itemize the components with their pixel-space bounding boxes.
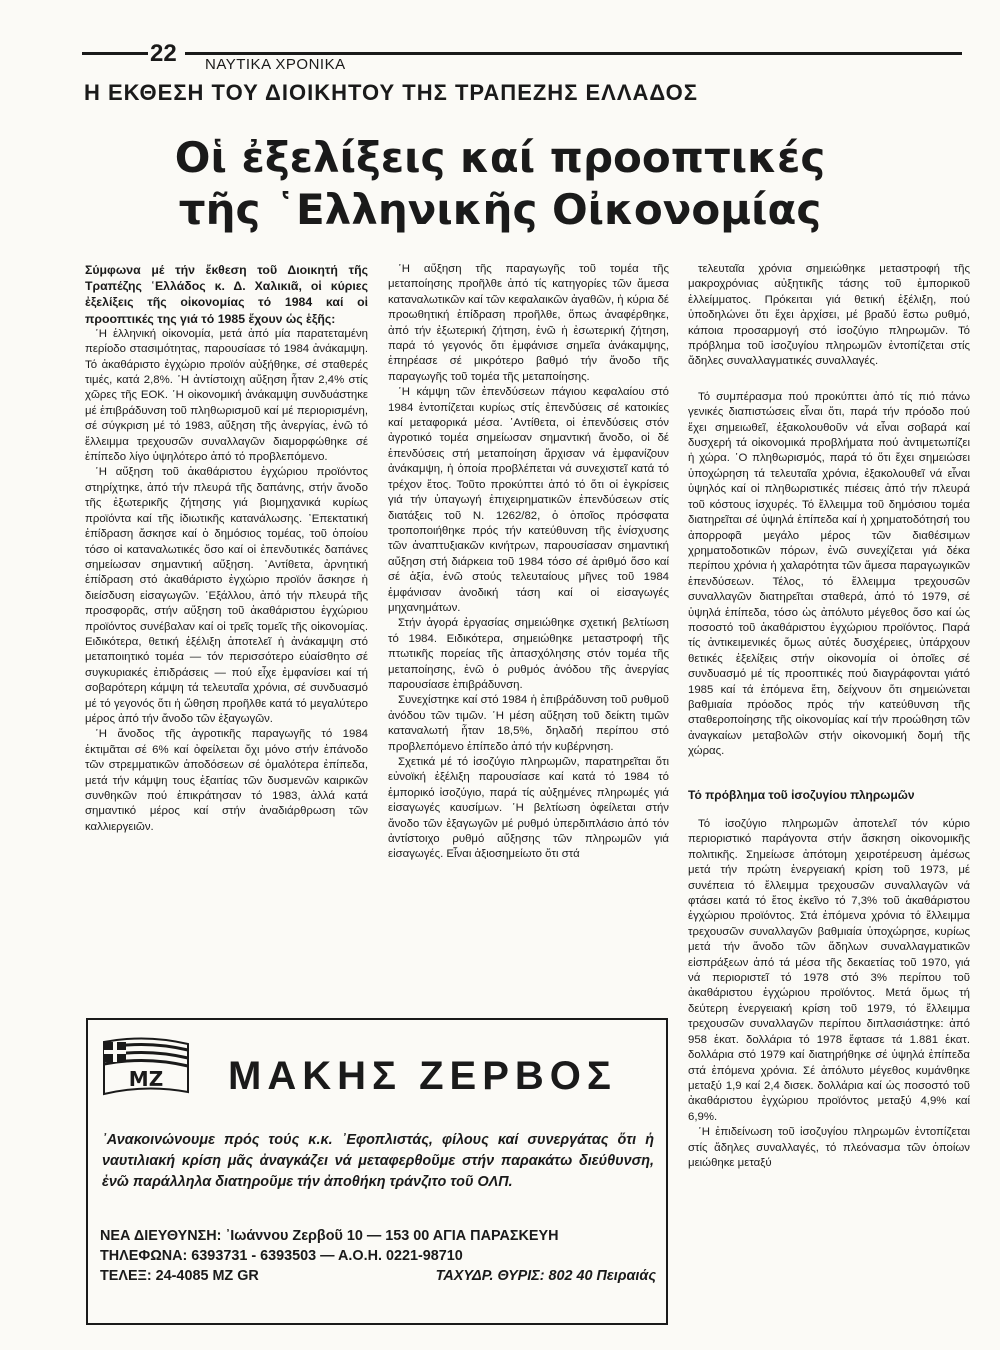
announcement-text: ᾿Ανακοινώνουμε πρός τούς κ.κ. ᾿Εφοπλιστάς, φίλους καί συνεργάτας ὅτι ἡ ναυτιλιακή κρίση μᾶς ἀναγκάζει νά μεταφερθοῦμε στήν παρακάτω διεύθυνση, ἐνῶ παράλληλα διατηροῦμε τήν ἀποθήκη τράνζιτο τοῦ ΟΛΠ. xyxy=(102,1132,654,1190)
column-3 xyxy=(688,262,970,1171)
column-2 xyxy=(388,262,669,863)
paragraph: ῾Η ἐπιδείνωση τοῦ ἰσοζυγίου πληρωμῶν ἐντοπίζεται στίς ἄδηλες συναλλαγές, τό πλεόνασμα τῶν ὁποίων μειώθηκε μεταξύ xyxy=(688,1126,970,1169)
advertisement-box xyxy=(86,1018,668,1325)
subheading: Τό πρόβλημα τοῦ ἰσοζυγίου πληρωμῶν xyxy=(688,787,915,802)
telex-line: ΤΕΛΕΞ: 24-4085 ΜΖ GR xyxy=(100,1268,259,1284)
greek-flag-logo xyxy=(100,1034,192,1100)
magazine-name: ΝΑΥΤΙΚΑ ΧΡΟΝΙΚΑ xyxy=(205,56,346,73)
paragraph: ῾Η αὔξηση τῆς παραγωγῆς τοῦ τομέα τῆς μεταποίησης προῆλθε ἀπό τίς κατηγορίες τῶν ἄμεσα καταναλωτικῶν καί τῶν κεφαλαικῶν ἀγαθῶν, ἡ κύρια δέ προωθητική ἐπίδραση προῆλθε, ὅπως ἀναφέρθηκε, ἀπό τήν ἐξωτερική ζήτηση, ἐνῶ ἡ ἐσωτερική ζήτηση, παρά τό γεγονός ὅτι ἐμφάνισε σημεῖα ἀνάκαμψης, ἐπηρέασε σέ μικρότερο βαθμό τήν ἄνοδο τῆς παραγωγῆς τοῦ τομέα τῆς μεταποίησης. xyxy=(388,263,669,383)
paragraph: Σχετικά μέ τό ἰσοζύγιο πληρωμῶν, παρατηρεῖται ὅτι εὐνοϊκή ἐξέλιξη παρουσίασε καί κατά τό 1984 τό ἐμπορικό ἰσοζύγιο, παρά τίς αὐξημένες πληρωμές γιά εἰσαγωγές καυσίμων. ῾Η βελτίωση ὀφείλεται στήν ἄνοδο τῶν ἐξαγωγῶν μέ ρυθμό ὑπερδιπλάσιο ἀπό τόν ἀντίστοιχο ρυθμό αὔξησης τῶν πληρωμῶν γιά εἰσαγωγές. Εἶναι ἀξιοσημείωτο ὅτι στά xyxy=(388,756,669,861)
paragraph: ῾Η ἑλληνική οἰκονομία, μετά ἀπό μία παρατεταμένη περίοδο στασιμότητας, παρουσίασε τό 1984 ἀνάκαμψη. Τό ἀκαθάριστο ἐγχώριο προϊόν αὐξήθηκε, σέ σταθερές τιμές, κατά 2,8%. ῾Η ἀντίστοιχη αὔξηση ἦταν 2,4% στίς χῶρες τῆς ΕΟΚ. ῾Η οἰκονομική ἀνάκαμψη συνδυάστηκε μέ ἐπιβράδυνση τοῦ πληθωρισμοῦ καί μέ περιορισμένη, σέ σύγκριση μέ τό 1983, αὔξηση τῆς ἀνεργίας, ἐνῶ τό ἔλλειμμα τρεχουσῶν συναλλαγῶν διαμορφώθηκε σέ ἐπίπεδο λίγο ὑψηλότερο ἀπό τό προβλεπόμενο. xyxy=(85,327,368,464)
header-rule xyxy=(82,52,962,55)
column-1 xyxy=(85,262,368,835)
article-title xyxy=(0,132,1000,236)
paragraph: ῾Η κάμψη τῶν ἐπενδύσεων πάγιου κεφαλαίου στό 1984 ἐντοπίζεται κυρίως στίς ἐπενδύσεις σέ κατοικίες καί μεταφορικά μέσα. ᾿Αντίθετα, οἱ ἐπενδύσεις στόν ἀγροτικό τομέα σημείωσαν σημαντική ἄνοδο, οἱ δέ ἐπενδύσεις στή μεταποίηση ἄρχισαν νά ἐμφανίζουν ἀνάκαμψη, ἡ ὁποία προβλέπεται νά συνεχιστεῖ κατά τό τρέχον ἔτος. Τοῦτο προκύπτει ἀπό τό ὅτι οἱ ἐγκρίσεις γιά τήν ὑπαγωγή ἐπιχειρηματικῶν ἐπενδύσεων στίς διατάξεις τοῦ Ν. 1262/82, ὁ ὁποῖος πρόσφατα τροποποιήθηκε πρός τήν κατεύθυνση τῆς ἐνίσχυσης τῶν ἀναπτυξιακῶν κινήτρων, παρουσίασαν σημαντική αὔξηση στή διάρκεια τοῦ 1984 τόσο σέ ἀριθμό ὅσο καί σέ ἀξία, ἐνῶ στούς τελευταίους μῆνες τοῦ 1984 ἐμφάνισαν ἀνοδική τάση καί οἱ εἰσαγωγές μηχανημάτων. xyxy=(388,386,669,614)
paragraph: Τό ἰσοζύγιο πληρωμῶν ἀποτελεῖ τόν κύριο περιοριστικό παράγοντα στήν ἄσκηση οἰκονομικῆς πολιτικῆς. Σημείωσε ἀπότομη χειροτέρευση ἀμέσως μετά τήν πρώτη ἐνεργειακή κρίση τοῦ 1973, μέ συνέπεια τό ἔλλειμμα τρεχουσῶν συναλλαγῶν νά φτάσει κατά τό ἔτος ἐκεῖνο τό 7,3% τοῦ ἀκαθάριστου ἐγχώριου προϊόντος. Στά ἑπόμενα χρόνια τό ἔλλειμμα τρεχουσῶν συναλλαγῶν βαθμιαία ὑποχώρησε, κυρίως μετά τήν ἄνοδο τῶν ἄδηλων συναλλαγματικῶν εἰσπράξεων ἀπό τά μέσα τῆς δεκαετίας τοῦ 1970, γιά νά περιοριστεῖ τό 1978 στό 3% περίπου τοῦ ἀκαθάριστου ἐγχώριου προϊόντος. Μετά ὅμως τή δεύτερη ἐνεργειακή κρίση τοῦ 1979, τό ἔλλειμμα τρεχουσῶν συναλλαγῶν περίπου διπλασιάστηκε: ἀπό 958 ἑκατ. δολλάρια τό 1978 ἔφτασε τά 1.881 ἑκατ. δολλάρια στό 1979 καί διατηρήθηκε σέ ὑψηλά ἐπίπεδα στά ἑπόμενα χρόνια. Σέ ἀπόλυτο μέγεθος κυμάνθηκε μεταξύ 1,9 καί 2,4 δισεκ. δολλάρια καί ὡς ποσοστό τοῦ ἀκαθάριστου ἐγχώριου προϊόντος μεταξύ 4,9% καί 6,9%. xyxy=(688,818,970,1123)
company-name: ΜΑΚΗΣ ΖΕΡΒΟΣ xyxy=(228,1054,617,1098)
title-line-2: τῆς ῾Ελληνικῆς Οἰκονομίας xyxy=(178,185,822,234)
paragraph: ῾Η ἄνοδος τῆς ἀγροτικῆς παραγωγῆς τό 1984 ἐκτιμᾶται σέ 6% καί ὀφείλεται ὄχι μόνο στήν ἐπάνοδο τῶν στρεμματικῶν ἀποδόσεων σέ ὁμαλότερα ἐπίπεδα, μετά τήν κάμψη τους ἐξαιτίας τῶν δυσμενῶν καιρικῶν συνθηκῶν πού ἐπικράτησαν τό 1983, ἀλλά κατά σημαντικό μέρος καί στήν ἀναδιάρθρωση τῶν καλλιεργειῶν. xyxy=(85,728,368,833)
article-intro: Σύμφωνα μέ τήν ἔκθεση τοῦ Διοικητή τῆς Τραπέζης ῾Ελλάδος κ. Δ. Χαλικιᾶ, οἱ κύριες ἐξελίξεις τῆς οἰκονομίας τό 1984 καί οἱ προοπτικές της γιά τό 1985 ἔχουν ὡς ἑξῆς: xyxy=(85,263,368,326)
telex-row xyxy=(100,1266,656,1286)
paragraph: τελευταῖα χρόνια σημειώθηκε μεταστροφή τῆς μακροχρόνιας αὐξητικῆς τάσης τοῦ ἐμπορικοῦ ἐλλείμματος. Πρόκειται γιά θετική ἐξέλιξη, πού ὑποδηλώνει ὅτι ἔχει ἀρχίσει, μέ βραδύ ἔστω ρυθμό, κάποια προσαρμογή στό ἰσοζύγιο πληρωμῶν. Τό πρόβλημα τοῦ ἰσοζυγίου πληρωμῶν ἐντοπίζεται στίς ἄδηλες συναλλαγματικές συναλλαγές. xyxy=(688,263,970,368)
page-number: 22 xyxy=(148,40,185,68)
po-box-line: ΤΑΧΥΔΡ. ΘΥΡΙΣ: 802 40 Πειραιάς xyxy=(435,1268,656,1284)
contact-block xyxy=(100,1226,656,1286)
flag-monogram: ΜΖ xyxy=(128,1067,164,1091)
phones-line: ΤΗΛΕΦΩΝΑ: 6393731 - 6393503 — Α.Ο.Η. 0221-98710 xyxy=(100,1248,463,1264)
address-line: ΝΕΑ ΔΙΕΥΘΥΝΣΗ: ᾿Ιωάννου Ζερβοῦ 10 — 153 00 ΑΓΙΑ ΠΑΡΑΣΚΕΥΗ xyxy=(100,1228,559,1244)
paragraph: Συνεχίστηκε καί στό 1984 ἡ ἐπιβράδυνση τοῦ ρυθμοῦ ἀνόδου τῶν τιμῶν. ῾Η μέση αὔξηση τοῦ δείκτη τιμῶν καταναλωτή ἦταν 18,5%, δηλαδή περίπου στό προβλεπόμενο ἐπίπεδο ἀπό τήν κυβέρνηση. xyxy=(388,694,669,753)
paragraph: Τό συμπέρασμα πού προκύπτει ἀπό τίς πιό πάνω γενικές διαπιστώσεις εἶναι ὅτι, παρά τήν πρόοδο πού ἔχει σημειωθεῖ, ἐξακολουθοῦν νά εἶναι σοβαρά καί δυσχερή τά οἰκονομικά προβλήματα πού ἀντιμετωπίζει ἡ χώρα. ᾿Ο πληθωρισμός, παρά τό ὅτι ἔχει σημειώσει ὑποχώρηση τά τελευταῖα χρόνια, ἐξακολουθεῖ νά εἶναι ὑψηλός καί οἱ πληθωριστικές πιέσεις ἀπό τήν πλευρά τοῦ κόστους ἰσχυρές. Τό ἔλλειμμα τοῦ δημόσιου τομέα διατηρεῖται σέ ὑψηλά ἐπίπεδα καί ἡ χρηματοδότησή του ἀπορροφᾶ μεγάλο μέρος τῶν διαθέσιμων χρηματοδοτικῶν πόρων, ἐνῶ συνεχίζεται γιά δέκα περίπου χρόνια ἡ χαλαρότητα τῶν ἄμεσα παραγωγικῶν ἐπενδύσεων. Τέλος, τό ἔλλειμμα τρεχουσῶν συναλλαγῶν διατηρεῖται σταθερά, ἀπό τό 1979, σέ ὑψηλά ἐπίπεδα, τόσο ὡς ἀπόλυτο μέγεθος ὅσο καί ὡς ποσοστό τοῦ ἀκαθάριστου ἐγχώριου προϊόντος. Παρά τίς ἀντικειμενικές ὅμως αὐτές δυσχέρειες, ὑπάρχουν θετικές ἐξελίξεις στήν οἰκονομία οἱ ὁποῖες σέ συνδυασμό μέ τίς προοπτικές πού διαγράφονται γιάτό 1985 καί τά ἑπόμενα ἔτη, δείχνουν ὅτι σημειώνεται βαθμιαία πρόοδος πρός τήν κατεύθυνση τῆς σταθεροποίησης τῆς οἰκονομίας καί τήν προώθηση τῶν ἀναγκαίων μεταβολῶν στήν οἰκονομική δομή τῆς χώρας. xyxy=(688,390,970,758)
section-heading: Η ΕΚΘΕΣΗ ΤΟΥ ΔΙΟΙΚΗΤΟΥ ΤΗΣ ΤΡΑΠΕΖΗΣ ΕΛΛΑΔΟΣ xyxy=(84,80,698,105)
paragraph: Στήν ἀγορά ἐργασίας σημειώθηκε σχετική βελτίωση τό 1984. Ειδικότερα, σημειώθηκε μεταστροφή τῆς πτωτικῆς πορείας τῆς ἀπασχόλησης στόν τομέα τῆς μεταποίησης, ἐνῶ ὁ ρυθμός ἀνόδου τῆς ἀνεργίας παρουσίασε ἐπιβράδυνση. xyxy=(388,617,669,691)
title-line-1: Οἱ ἐξελίξεις καί προοπτικές xyxy=(174,133,826,182)
paragraph: ῾Η αὔξηση τοῦ ἀκαθάριστου ἐγχώριου προϊόντος στηρίχτηκε, ἀπό τήν πλευρά τῆς δαπάνης, στήν ἄνοδο τῆς ἐξωτερικῆς ζήτησης γιά βιομηχανικά κυρίως προϊόντα καί τῆς ἰδιωτικῆς κατανάλωσης. ᾿Επεκτατική ἐπίδραση ἄσκησε καί ὁ δημόσιος τομέας, τοῦ ὁποίου τόσο οἱ καταναλωτικές ὅσο καί οἱ ἐπενδυτικές δαπάνες σημείωσαν σημαντική αὔξηση. ᾿Αντίθετα, ἀρνητική ἐπίδραση στό ἀκαθάριστο ἐγχώριο προϊόν ἄσκησε ἡ διείσδυση εἰσαγωγῶν. ᾿Εξάλλου, ἀπό τήν πλευρά τῆς προσφορᾶς, στήν αὔξηση τοῦ ἀκαθάριστου ἐγχώριου προϊόντος συνέβαλαν καί οἱ τρεῖς τομεῖς τῆς οἰκονομίας. Ειδικότερα, θετική ἐξέλιξη ἀποτελεῖ ἡ ἀνάκαμψη στό μεταποιητικό τομέα — τόν περισσότερο εὐαίσθητο σέ συγκυριακές ἐπιδράσεις — πού εἶχε ἐμφανίσει καί τή σοβαρότερη κάμψη τά τελευταῖα χρόνια, σέ συνδυασμό μέ τό γεγονός ὅτι ἡ ὤθηση προῆλθε κατά τό μεγαλύτερο μέρος ἀπό τήν ἄνοδο τῶν ἐξαγωγῶν. xyxy=(85,466,368,725)
